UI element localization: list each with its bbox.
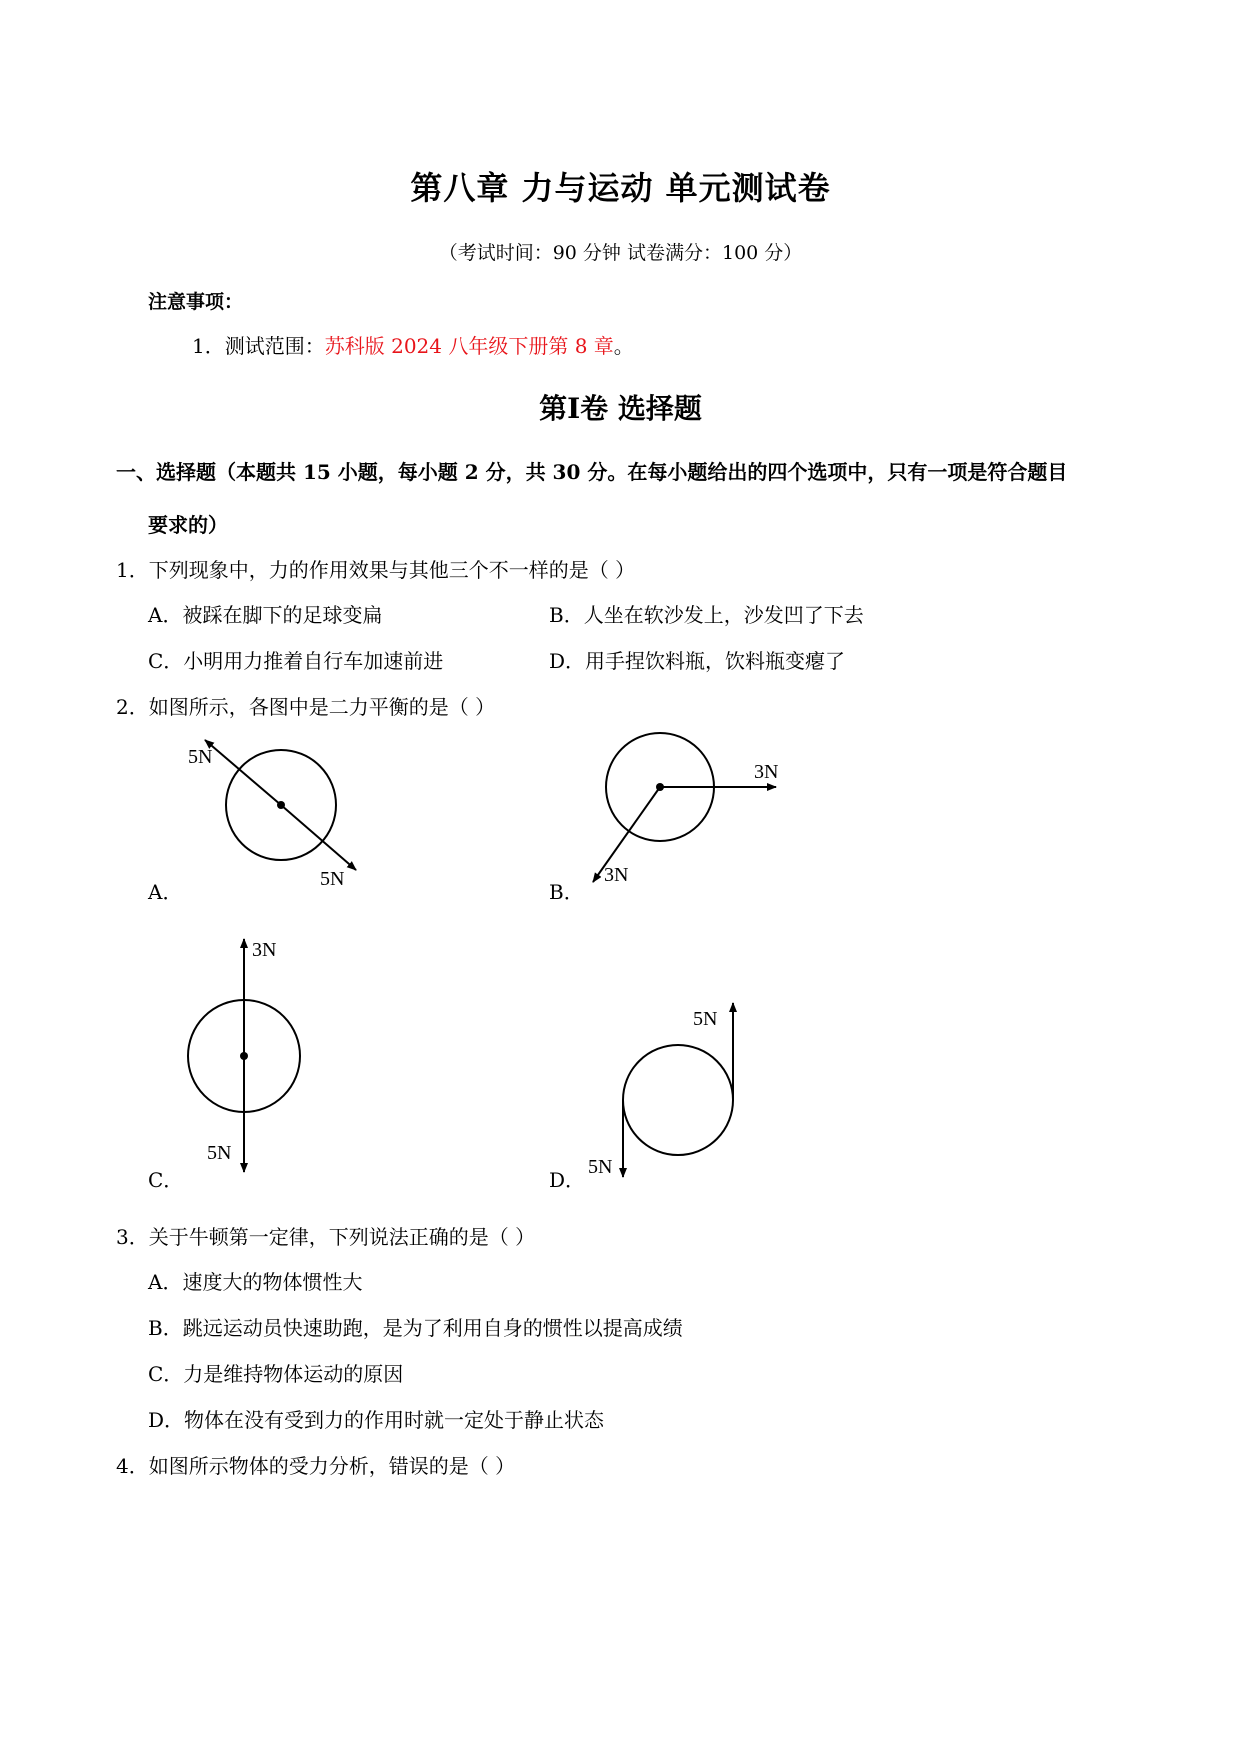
notes-item — [192, 330, 634, 359]
force-label-1: 5N — [693, 1008, 718, 1030]
force-label-2: 3N — [604, 864, 629, 886]
figure-d-diagram — [585, 997, 765, 1187]
figure-a-diagram — [180, 735, 380, 895]
notes-item-suffix: 。 — [613, 334, 634, 358]
figure-a-label: A． — [148, 880, 183, 904]
notes-item-scope: 苏科版 2024 八年级下册第 8 章 — [324, 334, 614, 358]
exam-info: （考试时间：90 分钟 试卷满分：100 分） — [438, 242, 803, 264]
force-label-2: 5N — [207, 1142, 232, 1164]
force-arrow-up-left — [205, 740, 281, 805]
figure-c-label: C． — [148, 1168, 184, 1192]
figure-b-diagram — [580, 725, 800, 895]
object-circle — [623, 1045, 733, 1155]
figure-c-diagram — [180, 932, 320, 1182]
part-heading-line1: 一、选择题（本题共 15 小题，每小题 2 分，共 30 分。在每小题给出的四个选项中，只有一项是符合题目 — [116, 460, 1068, 484]
question-4-stem: 4．如图所示物体的受力分析，错误的是（ ） — [116, 1454, 516, 1478]
force-label-1: 3N — [252, 939, 277, 961]
question-3-option-c: C．力是维持物体运动的原因 — [148, 1362, 404, 1386]
question-1-stem: 1．下列现象中，力的作用效果与其他三个不一样的是（ ） — [116, 558, 636, 582]
section-title: 第Ⅰ卷 选择题 — [539, 392, 702, 425]
question-3-option-a: A．速度大的物体惯性大 — [148, 1270, 363, 1294]
force-label-1: 3N — [754, 761, 779, 783]
force-arrow-down-right — [281, 805, 356, 870]
part-heading-line2: 要求的） — [148, 513, 228, 537]
question-1-option-b: B．人坐在软沙发上，沙发凹了下去 — [549, 603, 864, 627]
question-3-stem: 3．关于牛顿第一定律，下列说法正确的是（ ） — [116, 1225, 536, 1249]
question-2-stem: 2．如图所示，各图中是二力平衡的是（ ） — [116, 695, 496, 719]
force-label-1: 5N — [188, 746, 213, 768]
notes-label: 注意事项： — [148, 291, 244, 313]
question-3-option-d: D．物体在没有受到力的作用时就一定处于静止状态 — [148, 1408, 605, 1432]
page-title: 第八章 力与运动 单元测试卷 — [410, 169, 831, 207]
force-label-2: 5N — [588, 1156, 613, 1178]
question-1-option-a: A．被踩在脚下的足球变扁 — [148, 603, 383, 627]
notes-item-prefix: 1．测试范围： — [192, 334, 325, 358]
question-1-option-d: D．用手捏饮料瓶，饮料瓶变瘪了 — [549, 649, 846, 673]
question-3-option-b: B．跳远运动员快速助跑，是为了利用自身的惯性以提高成绩 — [148, 1316, 683, 1340]
figure-b-label: B． — [549, 880, 584, 904]
question-1-option-c: C．小明用力推着自行车加速前进 — [148, 649, 444, 673]
figure-d-label: D． — [549, 1168, 586, 1192]
force-label-2: 5N — [320, 868, 345, 890]
